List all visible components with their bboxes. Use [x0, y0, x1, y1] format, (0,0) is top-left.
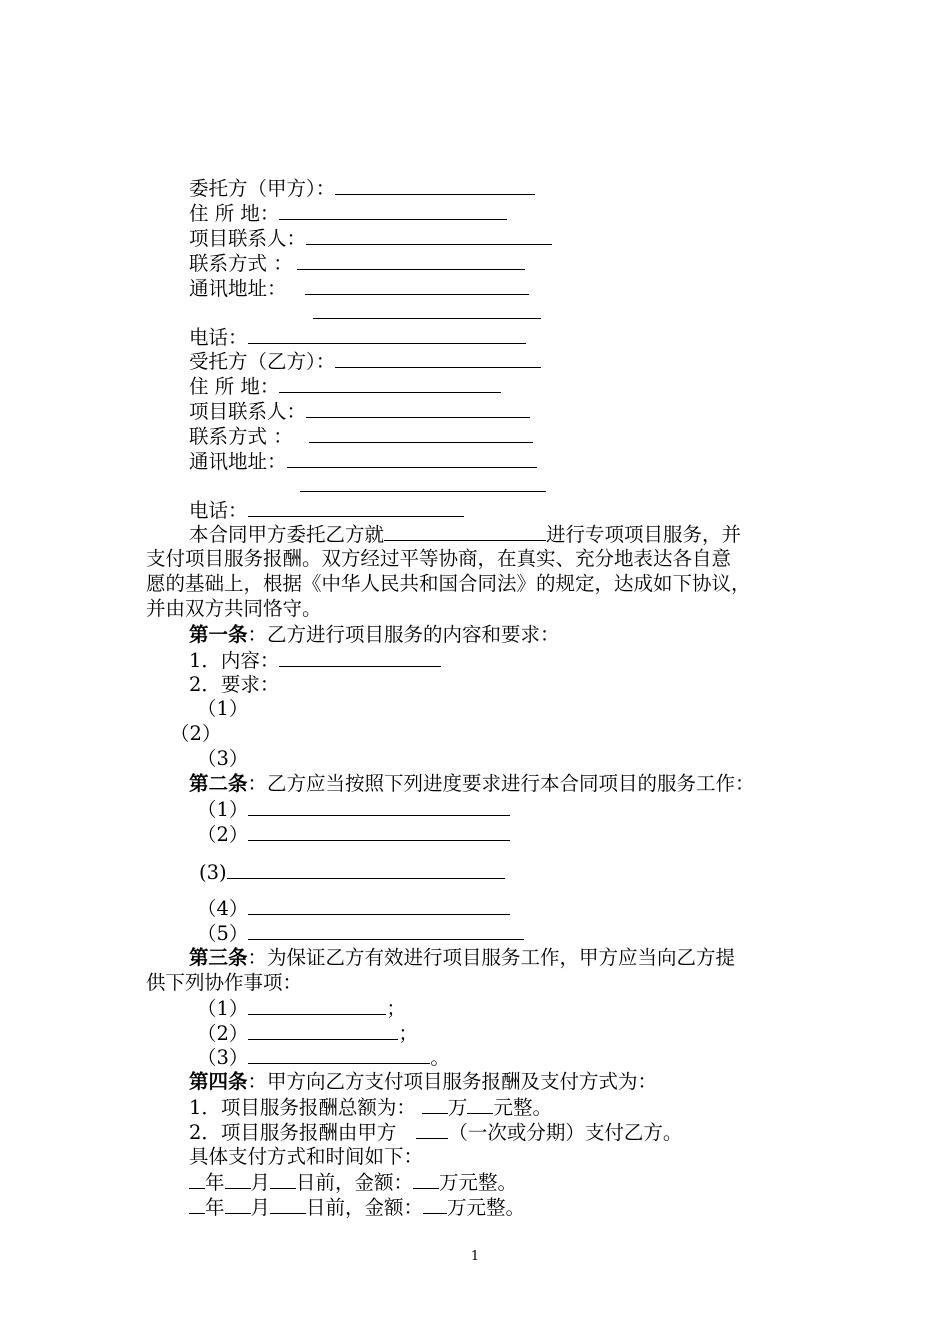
article-4-item-1-line — [189, 1095, 552, 1120]
intro-line-2: 支付项目服务报酬。双方经过平等协商，在真实、充分地表达各自意 — [146, 547, 732, 570]
payment-method-text: （一次或分期）支付乙方。 — [448, 1121, 683, 1144]
party-a-address-line — [189, 201, 507, 226]
article-4-heading: 第四条 — [189, 1070, 248, 1093]
article-3-item-1: （1） — [197, 997, 249, 1020]
party-a-mail-address-blank-2 — [313, 300, 541, 319]
article-2-item-4-line — [197, 896, 510, 921]
period-mark: 。 — [430, 1046, 450, 1069]
article-3-text: ：为保证乙方有效进行项目服务工作，甲方应当向乙方提 — [247, 946, 736, 969]
party-a-contact-person-label: 项目联系人： — [189, 227, 307, 250]
progress-blank-1 — [248, 797, 510, 816]
party-b-contact-person-line — [189, 399, 530, 424]
month-blank-2 — [225, 1195, 251, 1214]
cooperation-blank-3 — [248, 1045, 430, 1064]
article-2-line — [189, 772, 755, 796]
cooperation-blank-1 — [248, 996, 386, 1015]
article-3-item-1-line — [197, 996, 406, 1021]
article-2-item-5: （5） — [197, 922, 249, 945]
article-3-heading: 第三条 — [189, 946, 248, 969]
party-a-name-blank — [335, 176, 535, 195]
year-label-1: 年 — [205, 1171, 225, 1194]
day-blank-2 — [270, 1195, 306, 1214]
article-2-heading: 第二条 — [189, 772, 248, 795]
article-4-item-2-line — [189, 1120, 682, 1145]
payment-method-label: 2．项目服务报酬由甲方 — [189, 1121, 397, 1144]
party-b-mail-address-label: 通讯地址： — [189, 450, 287, 473]
party-b-contact-person-blank — [306, 399, 530, 418]
article-2-item-4: （4） — [197, 897, 249, 920]
party-a-mail-address-line2 — [313, 300, 541, 325]
article-2-item-5-line — [197, 921, 524, 946]
project-name-blank — [384, 522, 546, 541]
article-4-text: ：甲方向乙方支付项目服务报酬及支付方式为： — [247, 1070, 658, 1093]
party-a-contact-person-line — [189, 226, 552, 251]
progress-blank-3 — [227, 860, 505, 879]
progress-blank-2 — [248, 822, 510, 841]
party-b-title: 受托方（乙方）： — [189, 350, 336, 373]
intro-text-b: 进行专项项目服务，并 — [546, 523, 742, 546]
party-a-title-line — [189, 176, 535, 201]
article-1-sub-3: （3） — [197, 747, 249, 770]
party-b-contact-method-line — [189, 424, 533, 449]
intro-line-1 — [189, 522, 741, 547]
amount-blank-1 — [413, 1170, 439, 1189]
party-a-contact-method-label: 联系方式 ： — [189, 252, 293, 275]
payment-schedule-intro: 具体支付方式和时间如下： — [189, 1145, 424, 1168]
article-1-item-1-line — [189, 648, 441, 673]
party-b-contact-method-blank — [309, 424, 533, 443]
article-3-line-2: 供下列协作事项： — [146, 971, 303, 994]
party-b-mail-address-line2 — [300, 473, 546, 498]
party-a-mail-address-label: 通讯地址： — [189, 277, 287, 300]
party-b-mail-address-blank-2 — [300, 473, 546, 492]
article-3-item-2-line — [197, 1021, 418, 1046]
payment-method-blank — [416, 1120, 448, 1139]
party-b-phone-line — [189, 498, 464, 523]
article-3-line — [189, 946, 735, 970]
party-a-phone-line — [189, 325, 526, 350]
page-number: 1 — [470, 1249, 480, 1264]
article-1-text: ：乙方进行项目服务的内容和要求： — [247, 623, 560, 646]
day-before-label-2: 日前，金额： — [306, 1196, 424, 1219]
semicolon-2: ； — [398, 1022, 418, 1045]
party-b-mail-address-line — [189, 449, 537, 474]
party-b-phone-label: 电话： — [189, 499, 248, 522]
total-fee-wan-blank — [422, 1095, 448, 1114]
content-blank — [279, 648, 441, 667]
party-a-phone-blank — [248, 325, 526, 344]
party-b-contact-method-label: 联系方式 ： — [189, 425, 293, 448]
intro-line-4: 并由双方共同恪守。 — [146, 597, 322, 620]
intro-text-a: 本合同甲方委托乙方就 — [189, 523, 385, 546]
year-blank-2 — [189, 1195, 205, 1214]
party-a-contact-method-line — [189, 251, 525, 276]
article-1-item-1: 1．内容： — [189, 649, 280, 672]
article-2-item-2: （2） — [197, 823, 249, 846]
month-label-1: 月 — [250, 1171, 271, 1194]
party-b-title-line — [189, 349, 541, 374]
day-blank-1 — [270, 1170, 296, 1189]
cooperation-blank-2 — [248, 1021, 398, 1040]
article-2-item-2-line — [197, 822, 510, 847]
article-3-item-2: （2） — [197, 1022, 249, 1045]
article-2-item-1: （1） — [197, 798, 249, 821]
year-label-2: 年 — [205, 1196, 225, 1219]
party-a-address-label: 住 所 地： — [189, 202, 280, 225]
intro-line-3: 愿的基础上，根据《中华人民共和国合同法》的规定，达成如下协议， — [146, 572, 751, 595]
article-3-item-3-line — [197, 1045, 450, 1070]
article-1-sub-2: （2） — [170, 722, 222, 745]
year-blank-1 — [189, 1170, 205, 1189]
article-2-item-3-line — [199, 860, 505, 885]
wan-unit: 万 — [447, 1096, 468, 1119]
party-b-address-blank — [279, 374, 501, 393]
payment-schedule-row-2 — [189, 1195, 525, 1220]
party-b-address-label: 住 所 地： — [189, 375, 280, 398]
party-b-name-blank — [335, 349, 541, 368]
article-2-item-1-line — [197, 797, 510, 822]
party-b-contact-person-label: 项目联系人： — [189, 400, 307, 423]
month-blank-1 — [225, 1170, 251, 1189]
party-b-address-line — [189, 374, 501, 399]
article-2-item-3: (3) — [199, 861, 227, 884]
amount-suffix-2: 万元整。 — [447, 1196, 526, 1219]
progress-blank-4 — [248, 896, 510, 915]
article-3-item-3: （3） — [197, 1046, 249, 1069]
party-a-mail-address-line — [189, 276, 529, 301]
article-2-text: ：乙方应当按照下列进度要求进行本合同项目的服务工作： — [247, 772, 755, 795]
party-b-phone-blank — [248, 498, 464, 517]
party-a-title: 委托方（甲方）： — [189, 177, 336, 200]
amount-blank-2 — [423, 1195, 447, 1214]
amount-suffix-1: 万元整。 — [439, 1171, 518, 1194]
total-fee-label: 1．项目服务报酬总额为： — [189, 1096, 416, 1119]
party-a-mail-address-blank — [305, 276, 529, 295]
party-b-mail-address-blank — [287, 449, 537, 468]
day-before-label-1: 日前，金额： — [296, 1171, 414, 1194]
total-fee-yuan-blank — [467, 1095, 493, 1114]
party-a-contact-method-blank — [297, 251, 525, 270]
article-1-item-2: 2．要求： — [189, 673, 280, 696]
semicolon-1: ； — [386, 997, 406, 1020]
article-4-line — [189, 1070, 657, 1094]
party-a-phone-label: 电话： — [189, 326, 248, 349]
article-1-heading: 第一条 — [189, 623, 248, 646]
progress-blank-5 — [248, 921, 524, 940]
article-1-line — [189, 623, 560, 647]
article-1-sub-1: （1） — [197, 697, 249, 720]
party-a-contact-person-blank — [306, 226, 552, 245]
party-a-address-blank — [279, 201, 507, 220]
payment-schedule-row-1 — [189, 1170, 517, 1195]
yuan-unit: 元整。 — [493, 1096, 552, 1119]
month-label-2: 月 — [250, 1196, 271, 1219]
